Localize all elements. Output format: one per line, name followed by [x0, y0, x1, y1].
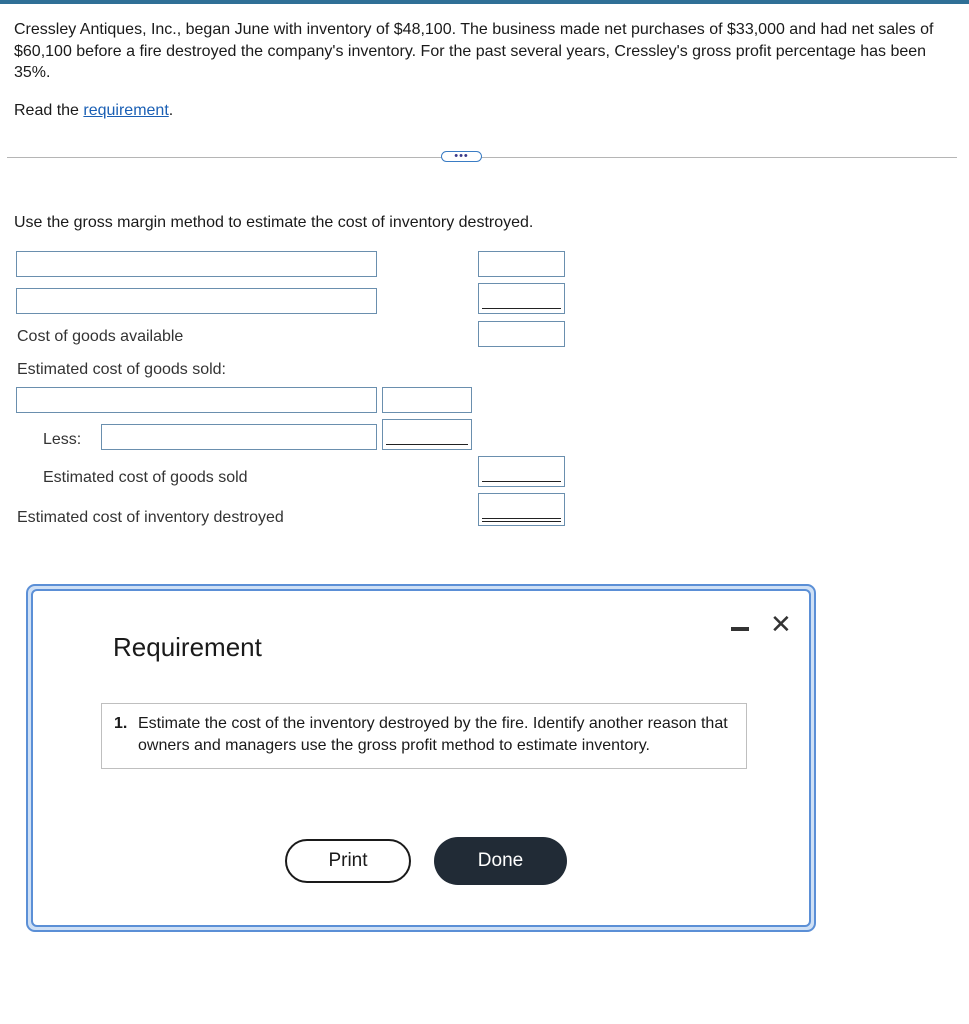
requirement-dialog-body	[31, 589, 811, 927]
cost-available-label: Cost of goods available	[17, 328, 184, 345]
problem-statement: Cressley Antiques, Inc., began June with inventory of $48,100. The business made net purchases of $33,000 and had net sales of $60,100 before a fire destroyed the company's inventory. For the past several years, Cressley's gross profit percentage has been 35%.	[14, 21, 934, 81]
section-divider	[7, 157, 957, 158]
read-requirement-line	[14, 100, 173, 121]
est-destroyed-amount-field[interactable]	[479, 494, 564, 525]
requirement-dialog	[26, 584, 816, 932]
less-amount-input[interactable]	[382, 419, 472, 450]
requirement-number: 1.	[114, 715, 128, 732]
read-suffix: .	[168, 102, 174, 119]
less-label-input[interactable]	[101, 424, 377, 450]
minimize-icon[interactable]	[731, 627, 749, 631]
row2-label-input[interactable]	[16, 288, 377, 314]
row1-label-input[interactable]	[16, 251, 377, 277]
less-amount-field[interactable]	[383, 420, 471, 449]
less-label: Less:	[43, 431, 82, 448]
row1-amount-field[interactable]	[479, 252, 564, 276]
est-cogs-heading: Estimated cost of goods sold:	[17, 361, 226, 378]
cost-available-amount-field[interactable]	[479, 322, 564, 346]
est-destroyed-label: Estimated cost of inventory destroyed	[17, 509, 284, 526]
requirement-list	[101, 703, 747, 769]
instruction-text: Use the gross margin method to estimate the cost of inventory destroyed.	[14, 214, 534, 231]
est-cogs-amount-field[interactable]	[479, 457, 564, 486]
row3-amount-input[interactable]	[382, 387, 472, 413]
requirement-text: Estimate the cost of the inventory destroyed by the fire. Identify another reason that owners and managers use the gross profit method to estimate inventory.	[138, 715, 728, 754]
est-cogs-label: Estimated cost of goods sold	[43, 469, 248, 486]
row3-label-input[interactable]	[16, 387, 377, 413]
row2-label-field[interactable]	[17, 289, 376, 313]
read-prefix: Read the	[14, 102, 84, 119]
print-button[interactable]: Print	[285, 839, 411, 883]
row1-amount-input[interactable]	[478, 251, 565, 277]
est-destroyed-amount-input[interactable]	[478, 493, 565, 526]
dialog-title: Requirement	[113, 632, 262, 662]
less-label-field[interactable]	[102, 425, 376, 449]
requirement-link[interactable]: requirement	[83, 102, 169, 119]
expand-more-button[interactable]: •••	[441, 151, 482, 162]
row1-label-field[interactable]	[17, 252, 376, 276]
row3-amount-field[interactable]	[383, 388, 471, 412]
row3-label-field[interactable]	[17, 388, 376, 412]
close-icon[interactable]: ✕	[770, 609, 792, 639]
top-accent-bar	[0, 0, 969, 4]
done-button[interactable]: Done	[434, 837, 567, 885]
cost-available-amount-input[interactable]	[478, 321, 565, 347]
est-cogs-amount-input[interactable]	[478, 456, 565, 487]
row2-amount-field[interactable]	[479, 284, 564, 313]
row2-amount-input[interactable]	[478, 283, 565, 314]
